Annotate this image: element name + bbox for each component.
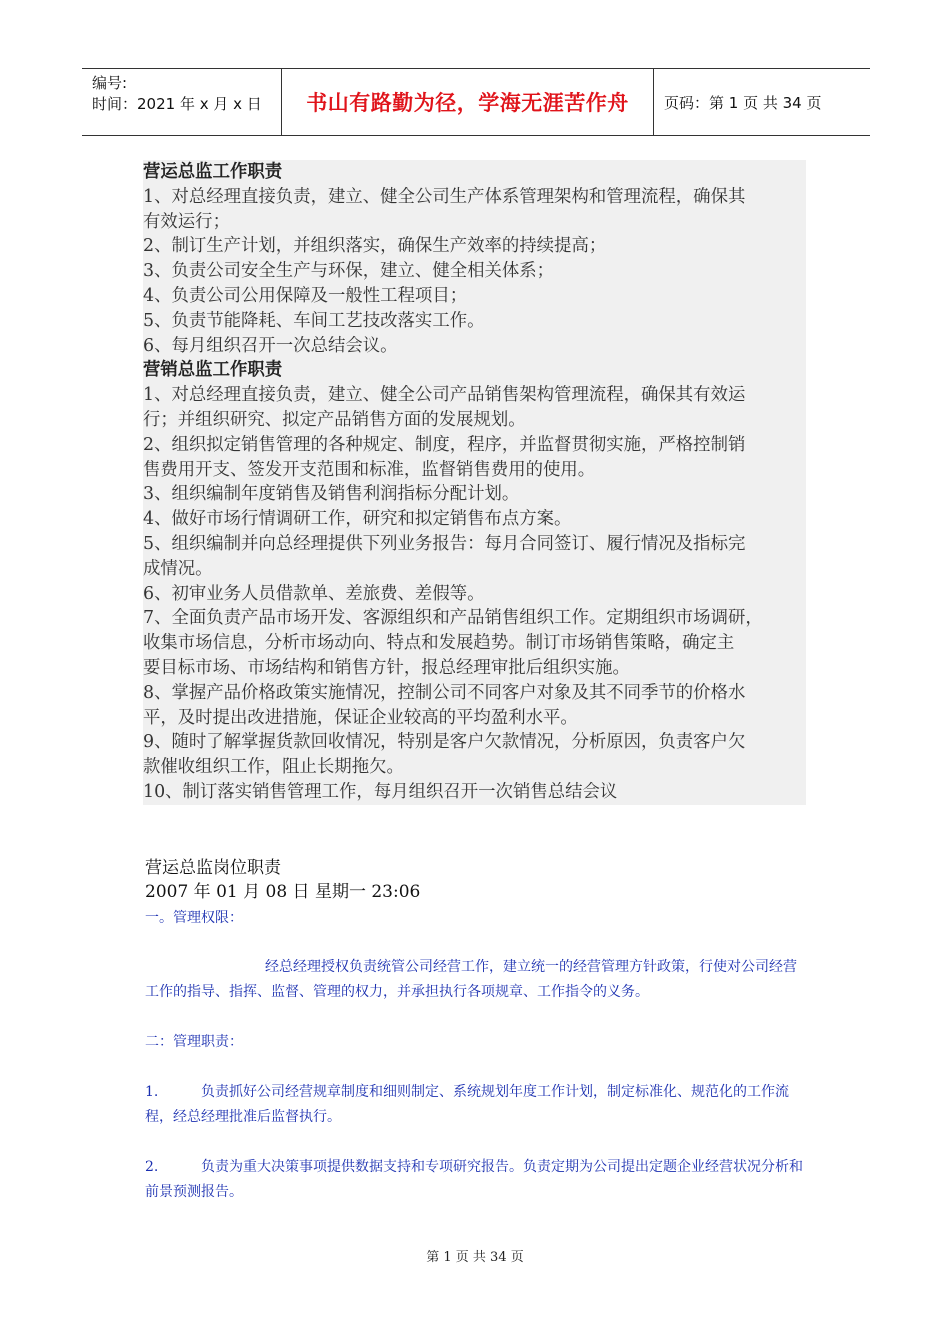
duty-line: 5、组织编制并向总经理提供下列业务报告：每月合同签订、履行情况及指标完: [143, 533, 746, 554]
duty-line: 3、组织编制年度销售及销售利润指标分配计划。: [143, 484, 520, 505]
job-duties-block: [143, 160, 806, 805]
duty-line: 6、初审业务人员借款单、差旅费、差假等。: [143, 583, 485, 604]
duty-line: 9、随时了解掌握货款回收情况，特别是客户欠款情况，分析原因，负责客户欠: [143, 732, 746, 753]
duty-line: 2、制订生产计划，并组织落实，确保生产效率的持续提高；: [143, 236, 607, 257]
duty-line: 3、负责公司安全生产与环保，建立、健全相关体系；: [143, 261, 555, 282]
item-text: 负责抓好公司经营规章制度和细则制定、系统规划年度工作计划，制定标准化、规范化的工作流程，经总经理批准后监督执行。: [145, 1084, 789, 1125]
duty-line: 7、全面负责产品市场开发、客源组织和产品销售组织工作。定期组织市场调研，: [143, 608, 763, 629]
management-authority-heading: 一。管理权限：: [145, 910, 243, 926]
page-info: 页码：第 1 页 共 34 页: [664, 93, 822, 112]
duty-line: 2、组织拟定销售管理的各种规定、制度，程序，并监督贯彻实施，严格控制销: [143, 434, 746, 455]
ops-director-duties-title: 营运总监工作职责: [143, 162, 283, 182]
duty-line: 1、对总经理直接负责，建立、健全公司生产体系管理架构和管理流程，确保其: [143, 186, 746, 207]
motto-text: 书山有路勤为径，学海无涯苦作舟: [282, 69, 654, 135]
serial-number-label: 编号:: [92, 74, 128, 92]
duty-line: 4、做好市场行情调研工作，研究和拟定销售布点方案。: [143, 509, 572, 530]
duty-line: 平，及时提出改进措施，保证企业较高的平均盈利水平。: [143, 707, 578, 728]
item-text: 负责为重大决策事项提供数据支持和专项研究报告。负责定期为公司提出定题企业经营状况分析和前景预测报告。: [145, 1159, 803, 1200]
management-duties-heading: 二：管理职责：: [145, 1034, 243, 1050]
duty-line: 10、制订落实销售管理工作，每月组织召开一次销售总结会议: [143, 781, 618, 802]
duty-line: 成情况。: [143, 558, 213, 579]
duty-line: 有效运行；: [143, 211, 230, 232]
duty-line: 要目标市场、市场结构和销售方针，报总经理审批后组织实施。: [143, 657, 630, 678]
duty-item: [145, 1155, 810, 1205]
duty-line: 5、负责节能降耗、车间工艺技改落实工作。: [143, 310, 485, 331]
duty-line: 1、对总经理直接负责，建立、健全公司产品销售架构管理流程，确保其有效运: [143, 385, 746, 406]
duty-line: 4、负责公司公用保障及一般性工程项目；: [143, 285, 468, 306]
item-number: 2.: [145, 1159, 159, 1175]
page-header: [82, 68, 870, 136]
sales-director-duties-title: 营销总监工作职责: [143, 360, 283, 381]
duty-line: 款催收组织工作，阻止长期拖欠。: [143, 757, 404, 778]
duty-item: [145, 1080, 810, 1130]
authority-paragraph: 经总经理授权负责统管公司经营工作，建立统一的经营管理方针政策，行使对公司经营工作的指导、指挥、监督、管理的权力，并承担执行各项规章、工作指令的义务。: [145, 959, 797, 1000]
duty-line: 8、掌握产品价格政策实施情况，控制公司不同客户对象及其不同季节的价格水: [143, 682, 746, 703]
duty-line: 6、每月组织召开一次总结会议。: [143, 335, 398, 356]
ops-director-post-section: [145, 856, 810, 1205]
post-duties-title: 营运总监岗位职责: [145, 858, 281, 878]
item-number: 1.: [145, 1084, 159, 1100]
duty-line: 售费用开支、签发开支范围和标准，监督销售费用的使用。: [143, 459, 596, 480]
duty-line: 收集市场信息，分析市场动向、特点和发展趋势。制订市场销售策略，确定主: [143, 633, 735, 654]
duty-line: 行；并组织研究、拟定产品销售方面的发展规划。: [143, 409, 526, 430]
header-left-cell: [82, 69, 282, 135]
date-label: 时间：2021 年 x 月 x 日: [92, 95, 262, 113]
post-date: 2007 年 01 月 08 日 星期一 23:06: [145, 882, 421, 902]
page-footer: 第 1 页 共 34 页: [426, 1250, 524, 1265]
